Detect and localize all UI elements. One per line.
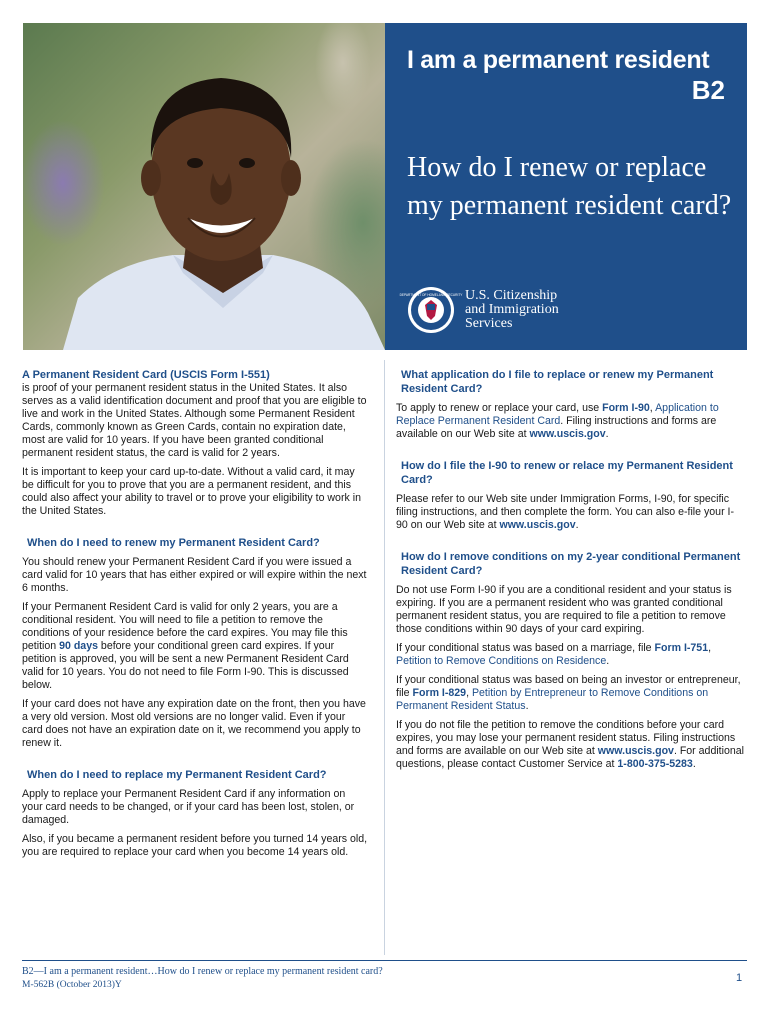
application-link[interactable]: Application to Replace Permanent Resident Card: [396, 402, 719, 427]
text-segment: .: [606, 655, 610, 667]
form-number: M-562B (October 2013)Y: [22, 980, 122, 990]
file-heading: How do I file the I-90 to renew or relace my Permanent Resident Card?: [401, 460, 733, 486]
paragraph: Also, if you became a permanent resident before you turned 14 years old, you are required to replace your card when you become 14 years old.: [22, 833, 368, 858]
hero-banner: [385, 23, 747, 350]
hero-photo: [23, 23, 385, 350]
text-segment: ,: [649, 402, 656, 414]
column-divider: [384, 360, 385, 955]
paragraph: You should renew your Permanent Resident Card if you were issued a card valid for 10 years that has either expired or will expire within the next 6 months.: [22, 556, 367, 594]
paragraph: [396, 674, 744, 713]
website-link[interactable]: www.uscis.gov: [499, 519, 576, 531]
footer-title: B2—I am a permanent resident…How do I renew or replace my permanent resident card?: [22, 966, 383, 977]
left-column: [22, 368, 368, 865]
text-segment: . For additional questions, please contact Customer Service at: [396, 745, 745, 770]
paragraph: Apply to replace your Permanent Resident Card if any information on your card needs to be changed, or if your card has been lost, stolen, or damaged.: [22, 788, 355, 826]
text-segment: If your conditional status was based on being an investor or entrepreneur, file: [396, 674, 741, 699]
petition-link[interactable]: Petition to Remove Conditions on Residence: [396, 655, 607, 667]
paragraph: [396, 402, 744, 441]
petition-link[interactable]: Petition by Entrepreneur to Remove Conditions on Permanent Resident Status: [396, 687, 709, 712]
agency-name: [465, 289, 559, 331]
paragraph: [396, 642, 744, 668]
text-segment: Please refer to our Web site under Immigration Forms, I-90, for specific filing instructions, and then complete the form. You can also e-file your I-90 on our Web site at: [396, 493, 735, 531]
card-definition-heading: A Permanent Resident Card (USCIS Form I-551): [22, 369, 270, 381]
text-segment: before your conditional green card expires. If your petition is approved, you will be sent a new Permanent Resident Card valid for 10 years. You do not need to file Form I-90. This is discussed below.: [22, 640, 349, 691]
section-code: B2: [691, 75, 725, 105]
text-segment: If your conditional status was based on a marriage, file: [396, 642, 655, 654]
text-segment: .: [605, 428, 609, 440]
dhs-seal-icon: [399, 286, 463, 334]
text-segment: ,: [708, 642, 712, 654]
website-link[interactable]: www.uscis.gov: [529, 428, 606, 440]
paragraph: Do not use Form I-90 if you are a conditional resident and your status is expiring. If you are a permanent resident who was granted conditional permanent resident status, you are required to file a petition to remove those conditions within 90 days of your card expiring.: [396, 584, 732, 635]
agency-line: U.S. Citizenship: [465, 288, 558, 303]
text-segment: .: [575, 519, 579, 531]
replace-heading: When do I need to replace my Permanent Resident Card?: [27, 769, 327, 781]
form-i751-link[interactable]: Form I-751: [654, 642, 709, 654]
paragraph: [396, 719, 744, 771]
renew-heading: When do I need to renew my Permanent Resident Card?: [27, 537, 320, 549]
text-segment: If your Permanent Resident Card is valid for only 2 years, you are a conditional resident. You will need to file a petition to remove the conditions of your residence before the card expires. You may file this petition: [22, 601, 348, 652]
conditions-heading: How do I remove conditions on my 2-year conditional Permanent Resident Card?: [401, 551, 741, 577]
form-i90-link[interactable]: Form I-90: [602, 402, 650, 414]
hero-title: I am a permanent resident: [407, 46, 710, 74]
text-segment: . Filing instructions and forms are available on our Web site at: [396, 415, 717, 440]
text-segment: ,: [466, 687, 472, 699]
photo-illustration: [23, 23, 385, 350]
agency-line: Services: [465, 316, 513, 331]
page-number: 1: [736, 972, 743, 984]
paragraph: [396, 493, 744, 532]
paragraph: If your card does not have any expiration date on the front, then you have a very old version. Most old versions are no longer valid. Even if your card does not have an expiration date on it, we recommend you apply to renew it.: [22, 698, 366, 749]
form-i829-link[interactable]: Form I-829: [412, 687, 467, 699]
application-heading: What application do I file to replace or renew my Permanent Resident Card?: [401, 369, 714, 395]
text-segment: If you do not file the petition to remove the conditions before your card expires, you may lose your permanent resident status. Filing instructions and forms are available on our Web site at: [396, 719, 736, 757]
text-segment: .: [692, 758, 696, 770]
hero-question: How do I renew or replace my permanent resident card?: [407, 152, 732, 221]
highlight-days: 90 days: [59, 640, 98, 652]
seal-text: DEPARTMENT OF HOMELAND SECURITY: [399, 293, 463, 297]
paragraph: is proof of your permanent resident status in the United States. It also serves as a valid identification document and proof that you are eligible to live and work in the United States. Although some Permanent Resident Cards, commonly known as Green Cards, contain no expiration date, most are valid for 10 years. If you have been granted conditional permanent resident status, the card is valid for 2 years.: [22, 382, 367, 459]
paragraph: [22, 601, 368, 692]
website-link[interactable]: www.uscis.gov: [597, 745, 674, 757]
text-segment: .: [525, 700, 529, 712]
paragraph: It is important to keep your card up-to-date. Without a valid card, it may be difficult for you to prove that you are a permanent resident, and this could also affect your ability to travel or to prove your eligibility to work in the United States.: [22, 466, 361, 517]
right-column: [396, 368, 744, 777]
footer-rule: [22, 960, 747, 961]
text-segment: To apply to renew or replace your card, use: [396, 402, 603, 414]
agency-line: and Immigration: [465, 302, 559, 317]
phone-number[interactable]: 1-800-375-5283: [617, 758, 693, 770]
